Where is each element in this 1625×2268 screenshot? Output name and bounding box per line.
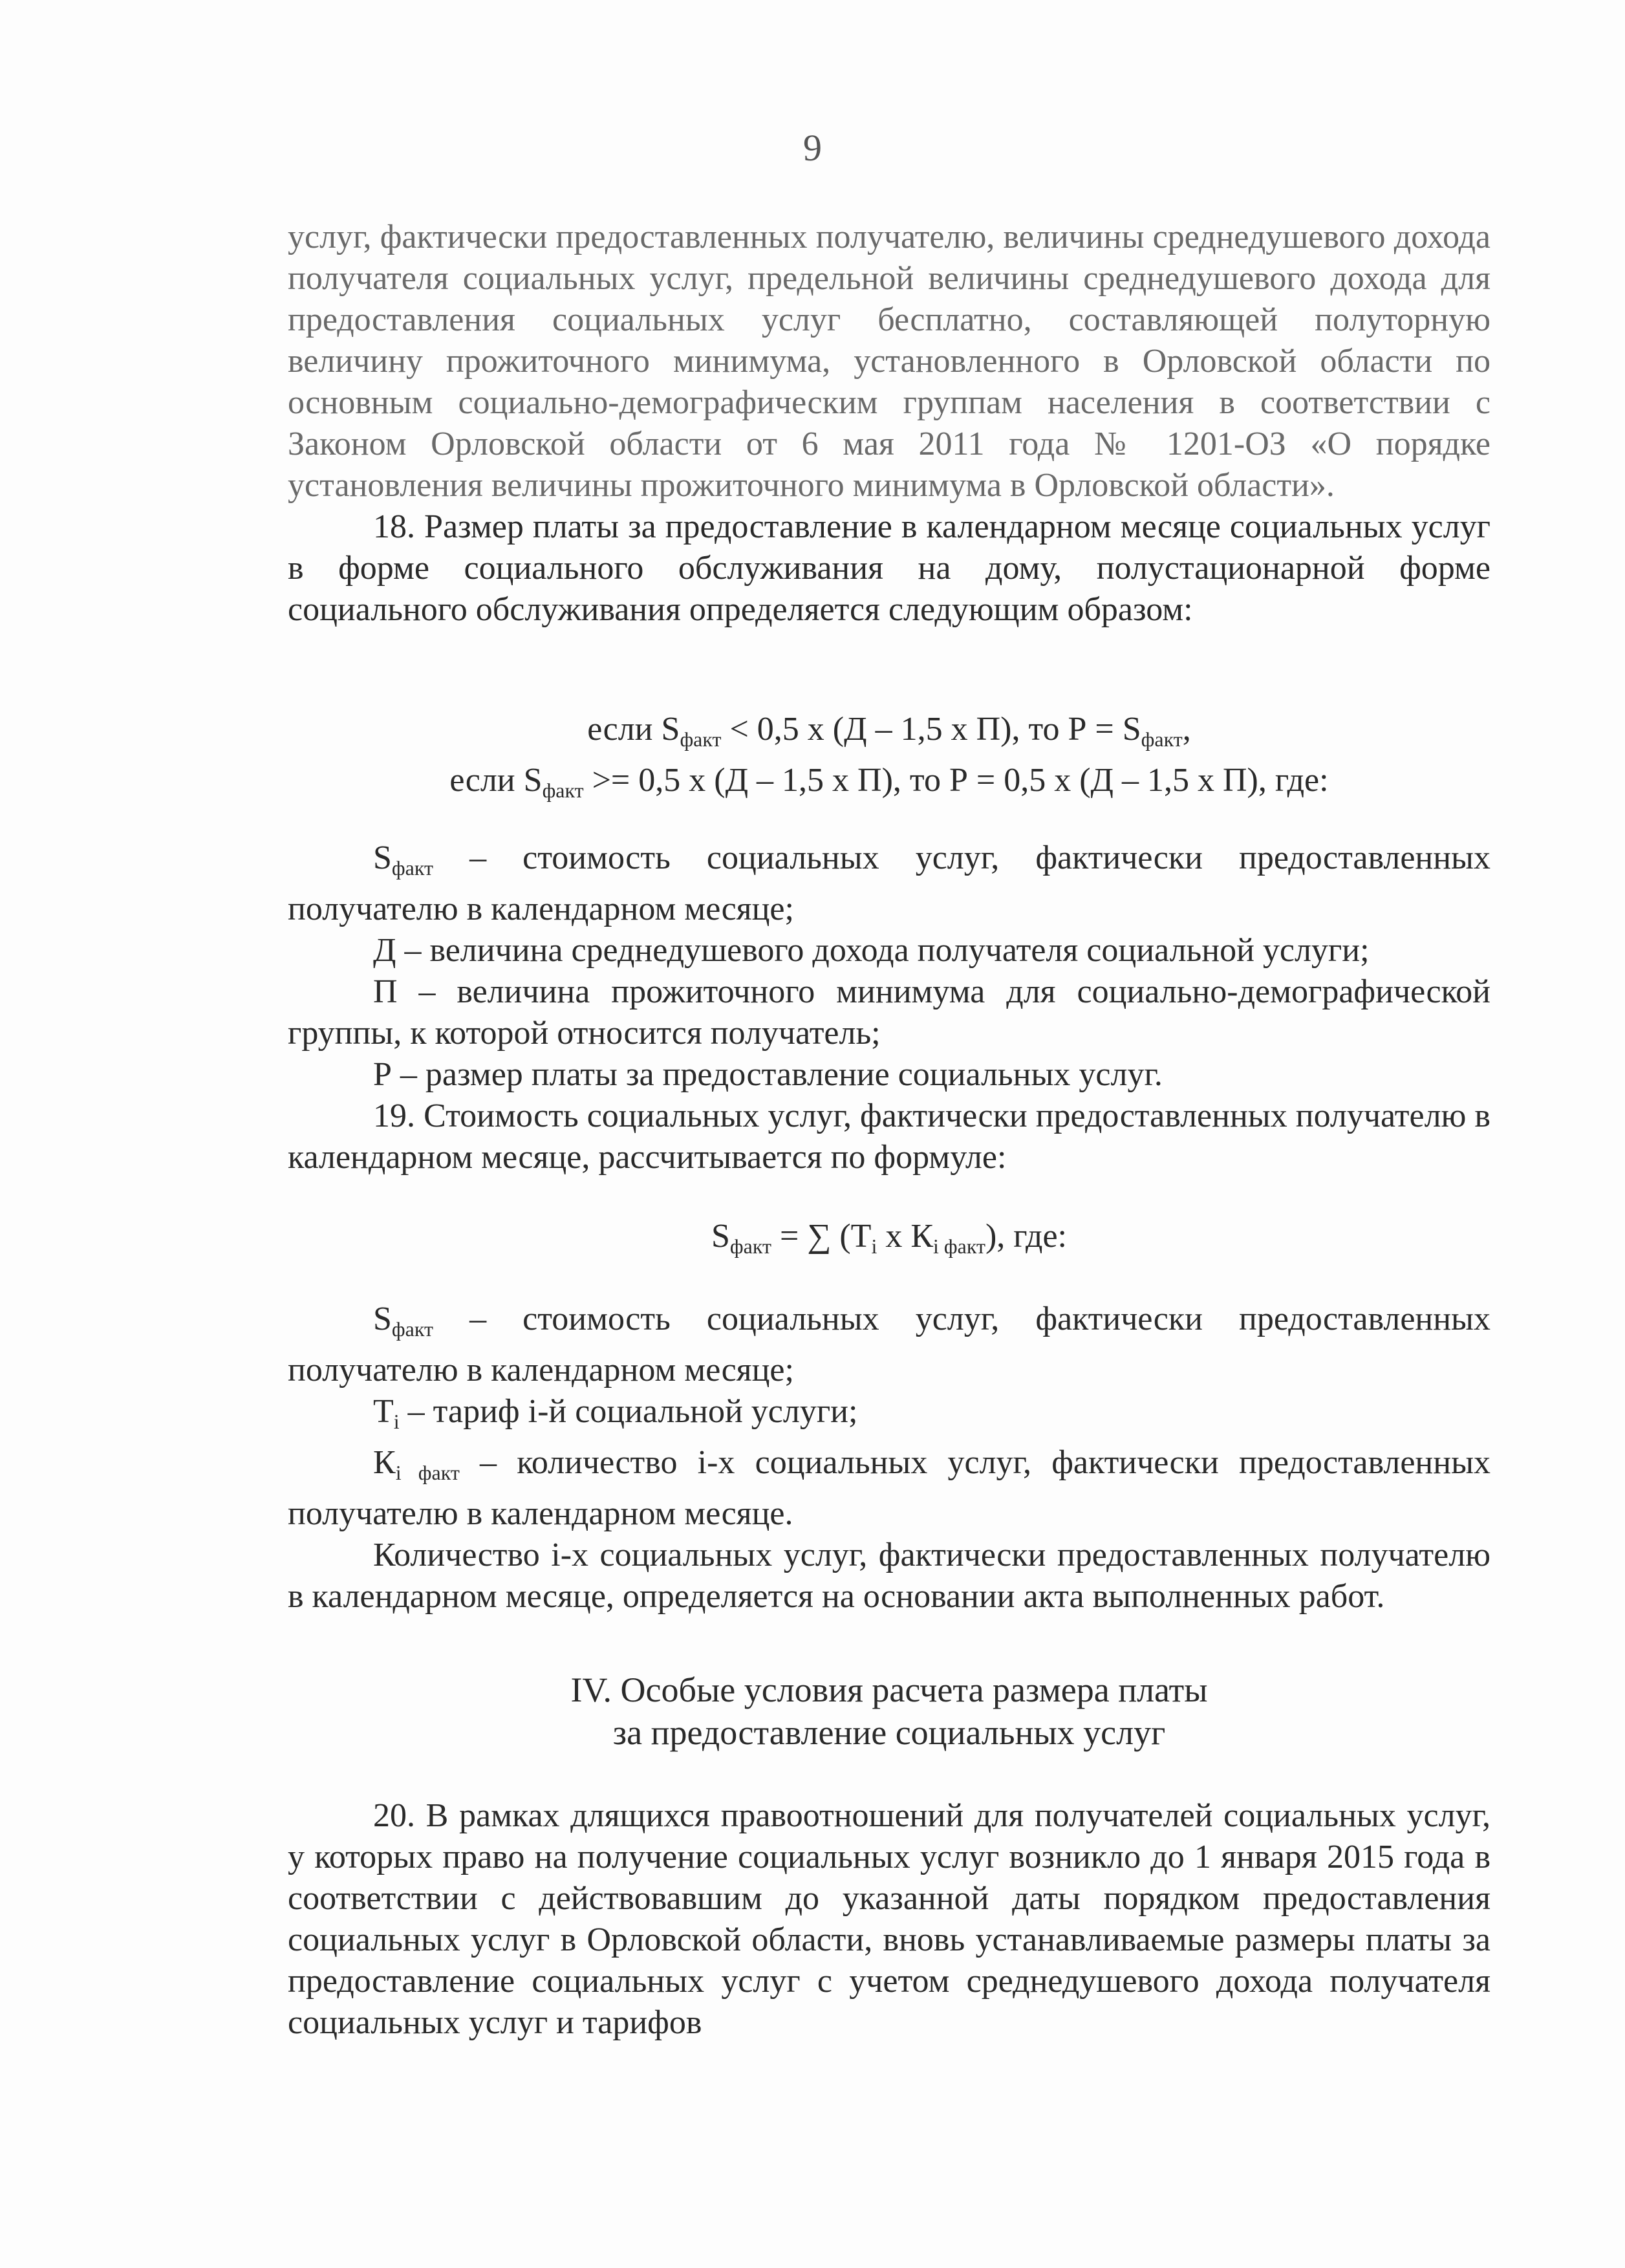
paragraph-continuation: услуг, фактически предоставленных получателю, величины среднедушевого дохода получателя социальных услуг, предельной величины среднедушевого дохода для предоставления социальных услуг бесплатно, составляющей полуторную величину прожиточного минимума, установленного в Орловской области по основным социально-демографическим группам населения в соответствии с Законом Орловской области от 6 мая 2011 года № 1201-ОЗ «О порядке установления величины прожиточного минимума в Орловской области». <box>288 219 1490 504</box>
section-heading-line-2: за предоставление социальных услуг <box>612 1713 1166 1752</box>
definition-d: Д – величина среднедушевого дохода получателя социальной услуги; <box>373 932 1370 969</box>
section-heading-iv <box>288 1669 1490 1754</box>
definition-t: $Т_i$ – тариф i-й социальной услуги; <box>373 1393 858 1433</box>
text-block-4 <box>288 1795 1490 2044</box>
definition-p: П – величина прожиточного минимума для социально-демографической группы, к которой относится получатель; <box>288 973 1490 1052</box>
paragraph-18: 18. Размер платы за предоставление в календарном месяце социальных услуг в форме социального обслуживания на дому, полустационарной форме социального обслуживания определяется следующим образом: <box>288 508 1490 628</box>
section-heading-line-1: IV. Особые условия расчета размера платы <box>570 1670 1208 1709</box>
text-block-1 <box>288 217 1490 631</box>
formula-cost: $S_{факт}$ = ∑ ($Т_i$ х $К_{i факт}$), где: <box>711 1218 1067 1258</box>
text-block-3 <box>288 1299 1490 1617</box>
formula-line-1: если $S_{факт} < 0,5$ х (Д – 1,5 х П), то $Р = S_{факт}$, <box>587 711 1191 751</box>
definition-s-fakt-2: $S_{факт}$ – стоимость социальных услуг, фактически предоставленных получателю в календарном месяце; <box>288 1301 1490 1388</box>
paragraph-count: Количество i-х социальных услуг, фактически предоставленных получателю в календарном месяце, определяется на основании акта выполненных работ. <box>288 1537 1490 1615</box>
formula-line-2: если $S_{факт} >= 0,5$ х (Д – 1,5 х П), то Р = 0,5 х (Д – 1,5 х П), где: <box>449 762 1329 802</box>
paragraph-20: 20. В рамках длящихся правоотношений для получателей социальных услуг, у которых право на получение социальных услуг возникло до 1 января 2015 года в соответствии с действовавшим до указанной даты порядком предоставления социальных услуг в Орловской области, вновь устанавливаемые размеры платы за предоставление социальных услуг с учетом среднедушевого дохода получателя социальных услуг и тарифов <box>288 1797 1490 2041</box>
text-block-2 <box>288 837 1490 1178</box>
definition-r: Р – размер платы за предоставление социальных услуг. <box>373 1056 1163 1093</box>
definition-k: $К_{i факт}$ – количество i-х социальных услуг, фактически предоставленных получателю в календарном месяце. <box>288 1444 1490 1532</box>
paragraph-19: 19. Стоимость социальных услуг, фактически предоставленных получателю в календарном месяце, рассчитывается по формуле: <box>288 1097 1490 1176</box>
page-number: 9 <box>803 127 822 169</box>
formula-payment <box>288 709 1490 811</box>
definition-s-fakt: $S_{факт}$ – стоимость социальных услуг, фактически предоставленных получателю в календарном месяце; <box>288 839 1490 927</box>
